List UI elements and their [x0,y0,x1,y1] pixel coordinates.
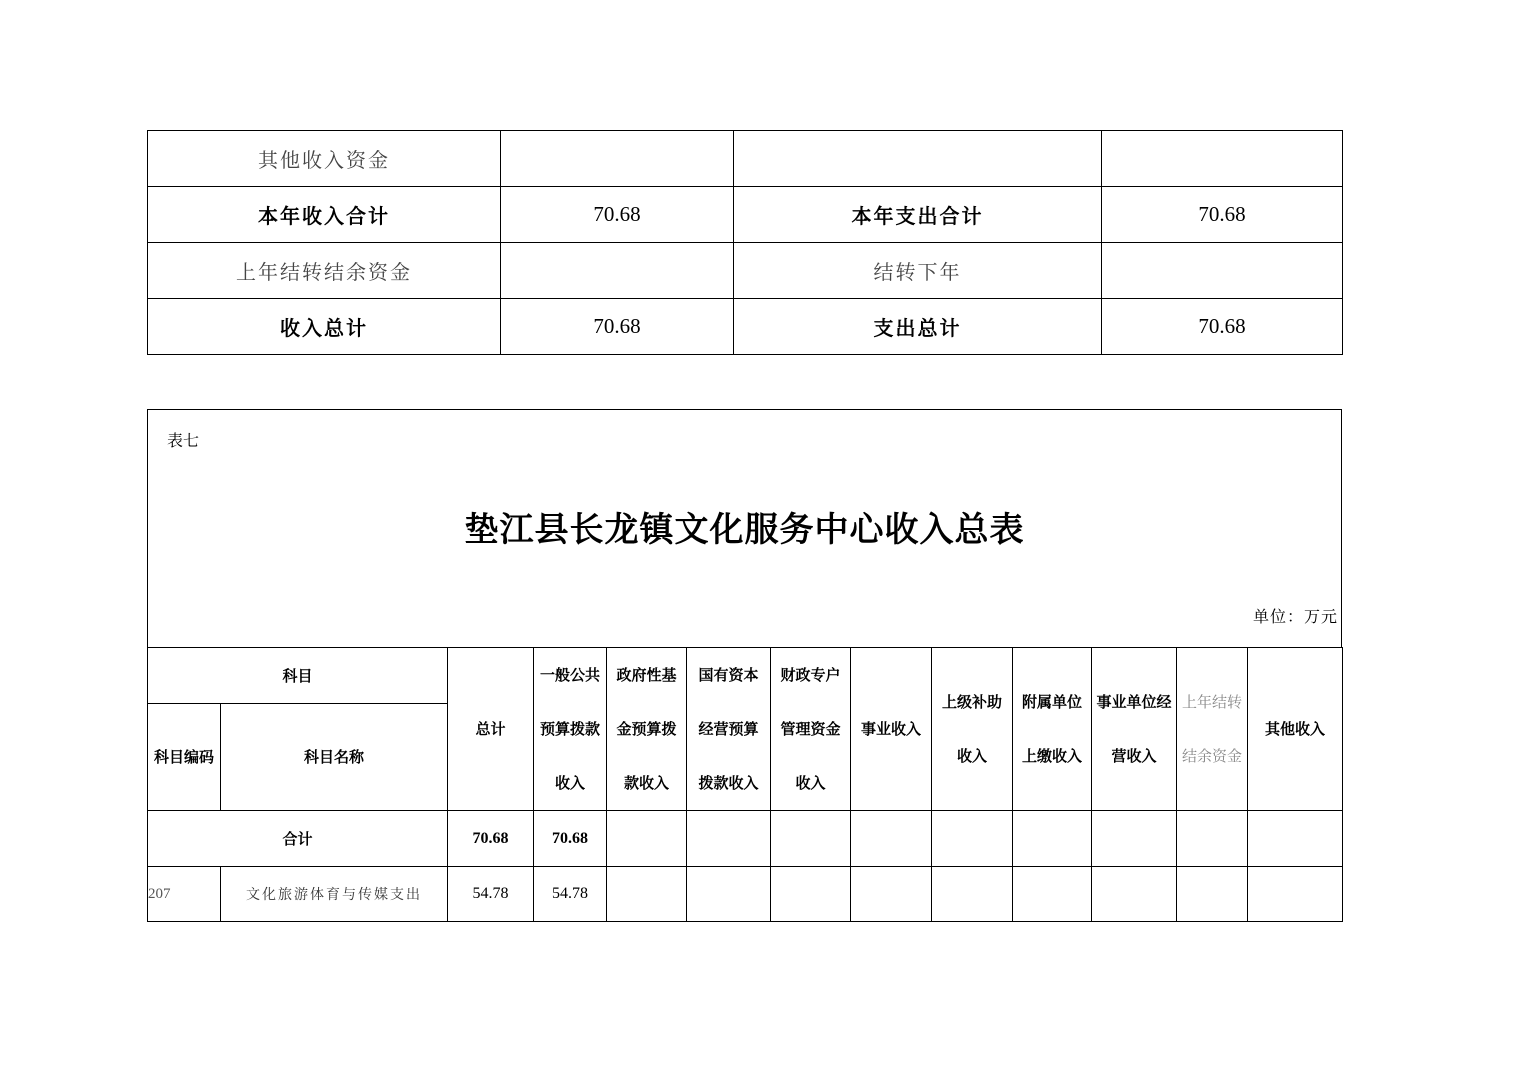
summary-label [734,131,1102,187]
row-total: 54.78 [448,867,534,922]
col-operating-income: 事业单位经 营收入 [1092,648,1177,811]
empty-cell [1248,867,1343,922]
empty-cell [771,867,851,922]
col-superior-subsidy: 上级补助 收入 [932,648,1013,811]
summary-label: 收入总计 [148,299,501,355]
empty-cell [1177,811,1248,867]
summary-row-year-total [148,187,1343,243]
col-total: 总计 [448,648,534,811]
summary-value [1102,243,1343,299]
empty-cell [851,811,932,867]
summary-label: 结转下年 [734,243,1102,299]
page-title: 垫江县长龙镇文化服务中心收入总表 [464,510,1025,550]
empty-cell [1013,811,1092,867]
empty-cell [607,811,687,867]
empty-cell [687,867,771,922]
col-other-income: 其他收入 [1248,648,1343,811]
col-gov-fund: 政府性基 金预算拨 款收入 [607,648,687,811]
summary-label: 其他收入资金 [148,131,501,187]
total-row [148,811,1343,867]
row-general-budget: 54.78 [534,867,607,922]
row-name: 文化旅游体育与传媒支出 [221,867,448,922]
summary-value [501,131,734,187]
col-subject: 科目 [148,648,448,704]
summary-value: 70.68 [501,299,734,355]
col-subject-name: 科目名称 [221,704,448,811]
col-state-capital: 国有资本 经营预算 拨款收入 [687,648,771,811]
empty-cell [1013,867,1092,922]
summary-value [501,243,734,299]
empty-cell [771,811,851,867]
empty-cell [932,811,1013,867]
row-code: 207 [148,867,221,922]
col-fiscal-special: 财政专户 管理资金 收入 [771,648,851,811]
summary-label: 支出总计 [734,299,1102,355]
col-business-income: 事业收入 [851,648,932,811]
empty-cell [1092,867,1177,922]
summary-label: 本年支出合计 [734,187,1102,243]
empty-cell [607,867,687,922]
col-carryover: 上年结转 结余资金 [1177,648,1248,811]
header-row-1 [148,648,1343,704]
summary-row-grand-total [148,299,1343,355]
col-general-budget: 一般公共 预算拨款 收入 [534,648,607,811]
empty-cell [932,867,1013,922]
col-subject-code: 科目编码 [148,704,221,811]
table-row [148,867,1343,922]
empty-cell [1177,867,1248,922]
summary-value: 70.68 [501,187,734,243]
empty-cell [1092,811,1177,867]
col-affiliated-turnover: 附属单位 上缴收入 [1013,648,1092,811]
summary-value: 70.68 [1102,187,1343,243]
table7-header-box [147,409,1342,648]
unit-label: 单位：万元 [1252,607,1338,626]
empty-cell [1248,811,1343,867]
total-value: 70.68 [448,811,534,867]
empty-cell [687,811,771,867]
summary-label: 上年结转结余资金 [148,243,501,299]
summary-label: 本年收入合计 [148,187,501,243]
empty-cell [851,867,932,922]
summary-row-other-income [148,131,1343,187]
total-general-budget: 70.68 [534,811,607,867]
summary-value [1102,131,1343,187]
summary-value: 70.68 [1102,299,1343,355]
total-label: 合计 [148,811,448,867]
summary-row-carryover [148,243,1343,299]
summary-table [147,130,1343,355]
table-tag: 表七 [167,431,200,450]
income-table [147,647,1343,922]
